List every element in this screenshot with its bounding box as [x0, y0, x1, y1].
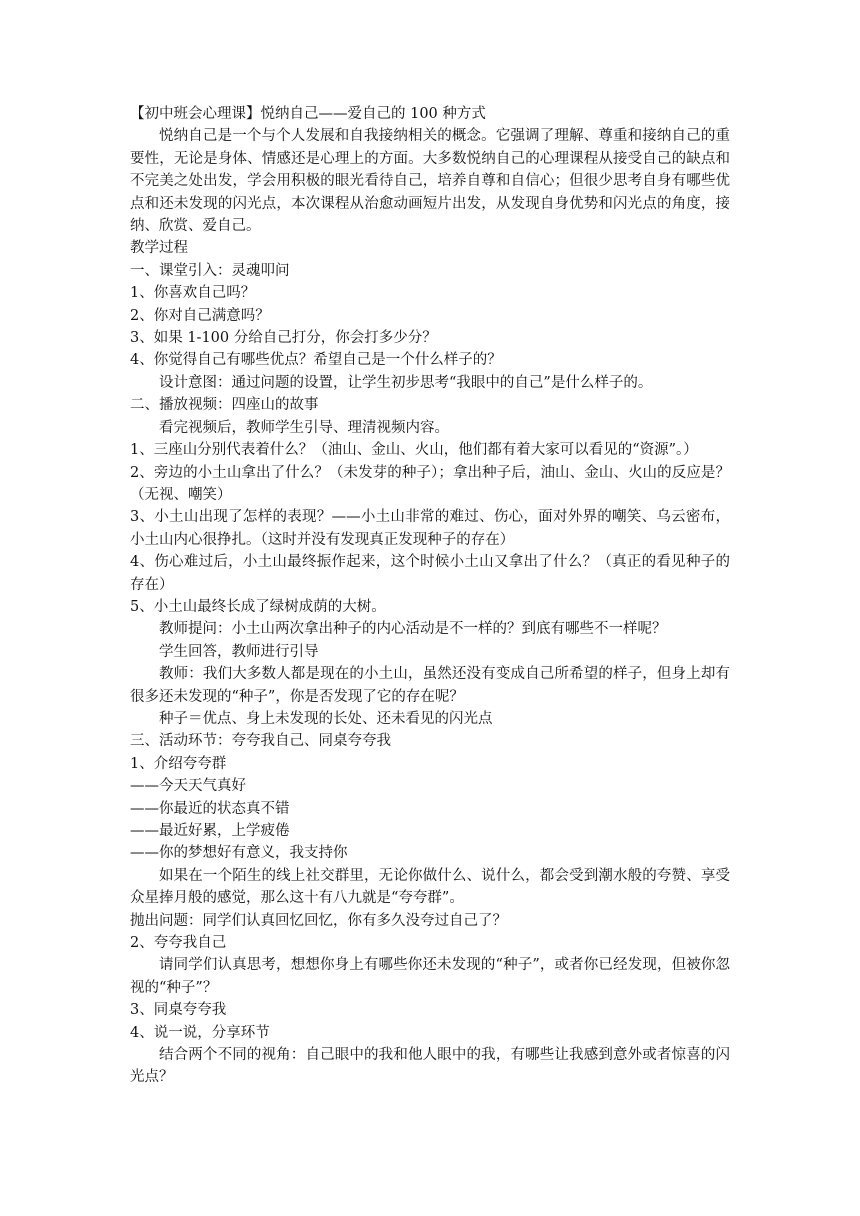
paragraph: 如果在一个陌生的线上社交群里，无论你做什么、说什么，都会受到潮水般的夸赞、享受众星捧月般的感觉，那么这十有八九就是“夸夸群”。: [130, 867, 730, 907]
paragraph: 悦纳自己是一个与个人发展和自我接纳相关的概念。它强调了理解、尊重和接纳自己的重要性，无论是身体、情感还是心理上的方面。大多数悦纳自己的心理课程从接受自己的缺点和不完美之处出发，学会用积极的眼光看待自己，培养自尊和自信心；但很少思考自身有哪些优点和还未发现的闪光点，本次课程从治愈动画短片出发，从发现自身优势和闪光点的角度，接纳、欣赏、爱自己。: [130, 128, 730, 235]
paragraph: ——你最近的状态真不错: [130, 800, 290, 817]
paragraph: 教学过程: [130, 240, 188, 257]
paragraph: 一、课堂引入：灵魂叩问: [130, 262, 290, 279]
paragraph: 1、介绍夸夸群: [130, 755, 227, 772]
paragraph: ——最近好累，上学疲倦: [130, 823, 290, 839]
paragraph: 抛出问题：同学们认真回忆回忆，你有多久没夸过自己了？: [130, 912, 507, 929]
paragraph: 5、小土山最终长成了绿树成荫的大树。: [130, 598, 386, 615]
paragraph: 2、旁边的小土山拿出了什么？（未发芽的种子）；拿出种子后，油山、金山、火山的反应是？（无视、嘲笑）: [130, 464, 730, 503]
paragraph: 种子＝优点、身上未发现的长处、还未看见的闪光点: [159, 710, 493, 727]
document-title: 【初中班会心理课】悦纳自己——爱自己的 100 种方式: [130, 106, 486, 122]
paragraph: 4、伤心难过后，小土山最终振作起来，这个时候小土山又拿出了什么？（真正的看见种子的存在）: [130, 554, 730, 593]
paragraph: 3、如果 1-100 分给自己打分，你会打多少分？: [130, 330, 437, 347]
paragraph: 2、你对自己满意吗？: [130, 307, 270, 324]
paragraph-list: [130, 125, 730, 1088]
paragraph: 学生回答，教师进行引导: [159, 643, 319, 660]
paragraph: 看完视频后，教师学生引导、理清视频内容。: [159, 419, 449, 436]
paragraph: 二、播放视频：四座山的故事: [130, 397, 319, 414]
paragraph: ——你的梦想好有意义，我支持你: [130, 845, 348, 862]
paragraph: 4、说一说，分享环节: [130, 1024, 270, 1041]
paragraph: 3、小土山出现了怎样的表现？——小土山非常的难过、伤心，面对外界的嘲笑、乌云密布，小土山内心很挣扎。（这时并没有发现真正发现种子的存在）: [130, 509, 730, 548]
paragraph: ——今天天气真好: [130, 778, 246, 795]
paragraph: 请同学们认真思考，想想你身上有哪些你还未发现的“种子”，或者你已经发现，但被你忽视的“种子”？: [130, 957, 730, 996]
document-body: [130, 103, 730, 1089]
paragraph: 3、同桌夸夸我: [130, 1002, 227, 1019]
paragraph: 设计意图：通过问题的设置，让学生初步思考“我眼中的自己”是什么样子的。: [159, 374, 653, 391]
paragraph: 教师提问：小土山两次拿出种子的内心活动是不一样的？到底有哪些不一样呢？: [159, 621, 667, 638]
paragraph: 结合两个不同的视角：自己眼中的我和他人眼中的我，有哪些让我感到意外或者惊喜的闪光点？: [130, 1047, 730, 1086]
paragraph: 教师：我们大多数人都是现在的小土山，虽然还没有变成自己所希望的样子，但身上却有很多还未发现的“种子”，你是否发现了它的存在呢？: [130, 666, 730, 705]
paragraph: 4、你觉得自己有哪些优点？希望自己是一个什么样子的？: [130, 352, 502, 369]
paragraph: 2、夸夸我自己: [130, 935, 227, 952]
paragraph: 1、三座山分别代表着什么？（油山、金山、火山，他们都有着大家可以看见的“资源”。）: [130, 442, 698, 459]
paragraph: 1、你喜欢自己吗？: [130, 285, 256, 302]
paragraph: 三、活动环节：夸夸我自己、同桌夸夸我: [130, 733, 391, 750]
